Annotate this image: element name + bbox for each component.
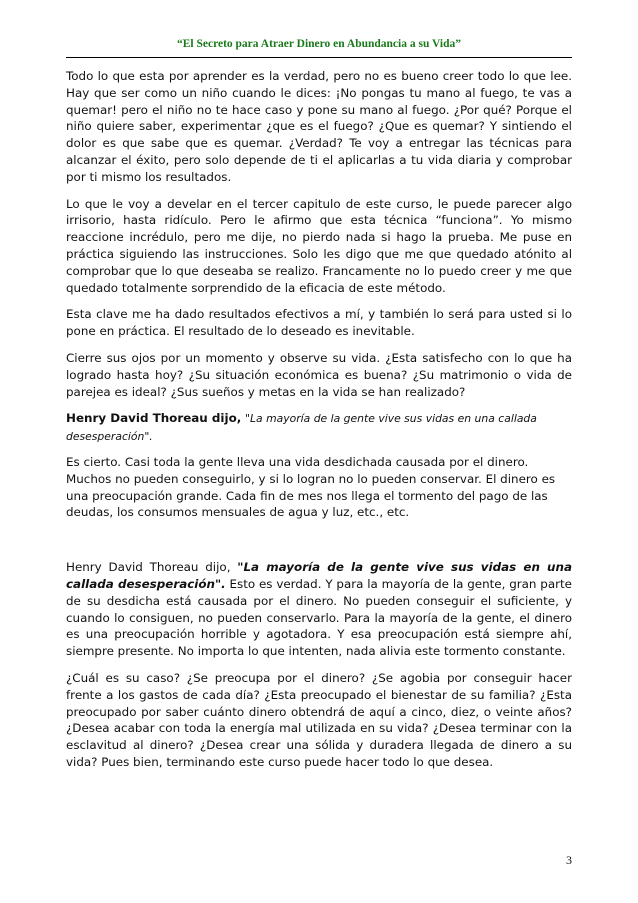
paragraph-4: Cierre sus ojos por un momento y observe su vida. ¿Esta satisfecho con lo que ha logrado hasta hoy? ¿Su situación económica es buena? ¿Su matrimonio o vida de parejea es ideal? ¿Sus sueños y metas en la vida se han realizado? <box>66 350 572 399</box>
paragraph-3: Esta clave me ha dado resultados efectivos a mí, y también lo será para usted si lo pone en práctica. El resultado de lo deseado es inevitable. <box>66 307 572 339</box>
header-rule <box>66 57 572 58</box>
page-header: “El Secreto para Atraer Dinero en Abundancia a su Vida” <box>176 38 461 50</box>
paragraph-1: Todo lo que esta por aprender es la verdad, pero no es bueno creer todo lo que lee. Hay que ser como un niño cuando le dices: ¡No pongas tu mano al fuego, te vas a quemar! pero el niño no te hace caso y pone su mano al fuego. ¿Por qué? Porque el niño quiere saber, experimentar ¿que es el fuego? ¿Que es quemar? Y sintiendo el dolor es que sabe que es quemar. ¿Verdad? Te voy a entregar las técnicas para alcanzar el éxito, pero solo depende de ti el aplicarlas a tu vida diaria y comprobar por ti mismo los resultados. <box>66 69 572 184</box>
quote-2-lead: Henry David Thoreau dijo, <box>66 560 231 575</box>
quote-2-rest: Esto es verdad. Y para la mayoría de la gente, gran parte de su desdicha está causada por el dinero. No pueden conseguir el suficiente, y cuando lo consiguen, no pueden conservarlo. Para la mayoría de la gente, el dinero es una preocupación horrible y agotadora. Y esa preocupación está siempre ahí, siempre presente. No importa lo que intenten, nada alivia este tormento constante. <box>66 576 572 659</box>
spacer <box>66 531 572 559</box>
document-body <box>66 68 572 781</box>
thoreau-quote-1 <box>66 410 572 446</box>
paragraph-last: ¿Cuál es su caso? ¿Se preocupa por el dinero? ¿Se agobia por conseguir hacer frente a los gastos de cada día? ¿Esta preocupado el bienestar de su familia? ¿Esta preocupado por saber cuánto dinero obtendrá de aquí a cinco, diez, o veinte años? ¿Desea acabar con toda la energía mal utilizada en su vida? ¿Desea terminar con la esclavitud al dinero? ¿Desea crear una sólida y duradera llegada de dinero a su vida? Pues bien, terminando este curso puede hacer todo lo que desea. <box>66 670 572 769</box>
quote-1-text: "La mayoría de la gente vive sus vidas en una callada desesperación". <box>66 412 537 444</box>
paragraph-5: Es cierto. Casi toda la gente lleva una vida desdichada causada por el dinero. Muchos no pueden conseguirlo, y si lo logran no lo pueden conservar. El dinero es una preocupación grande. Cada fin de mes nos llega el tormento del pago de las deudas, los consumos mensuales de agua y luz, etc., etc. <box>66 454 556 520</box>
page-number: 3 <box>566 853 572 867</box>
quote-1-lead: Henry David Thoreau dijo, <box>66 411 242 426</box>
quote-2-text: "La mayoría de la gente vive sus vidas en una callada desesperación". <box>66 560 573 591</box>
thoreau-quote-2 <box>66 559 572 660</box>
paragraph-2: Lo que le voy a develar en el tercer capitulo de este curso, le puede parecer algo irrisorio, hasta ridículo. Pero le afirmo que esta técnica “funciona”. Yo mismo reaccione incrédulo, pero me dije, no pierdo nada si hago la prueba. Me puse en práctica siguiendo las instrucciones. Solo les digo que me que quedado atónito al comprobar que lo que deseaba se realizo. Francamente no lo puedo creer y me que quedado totalmente sorprendido de la eficacia de este método. <box>66 196 572 295</box>
